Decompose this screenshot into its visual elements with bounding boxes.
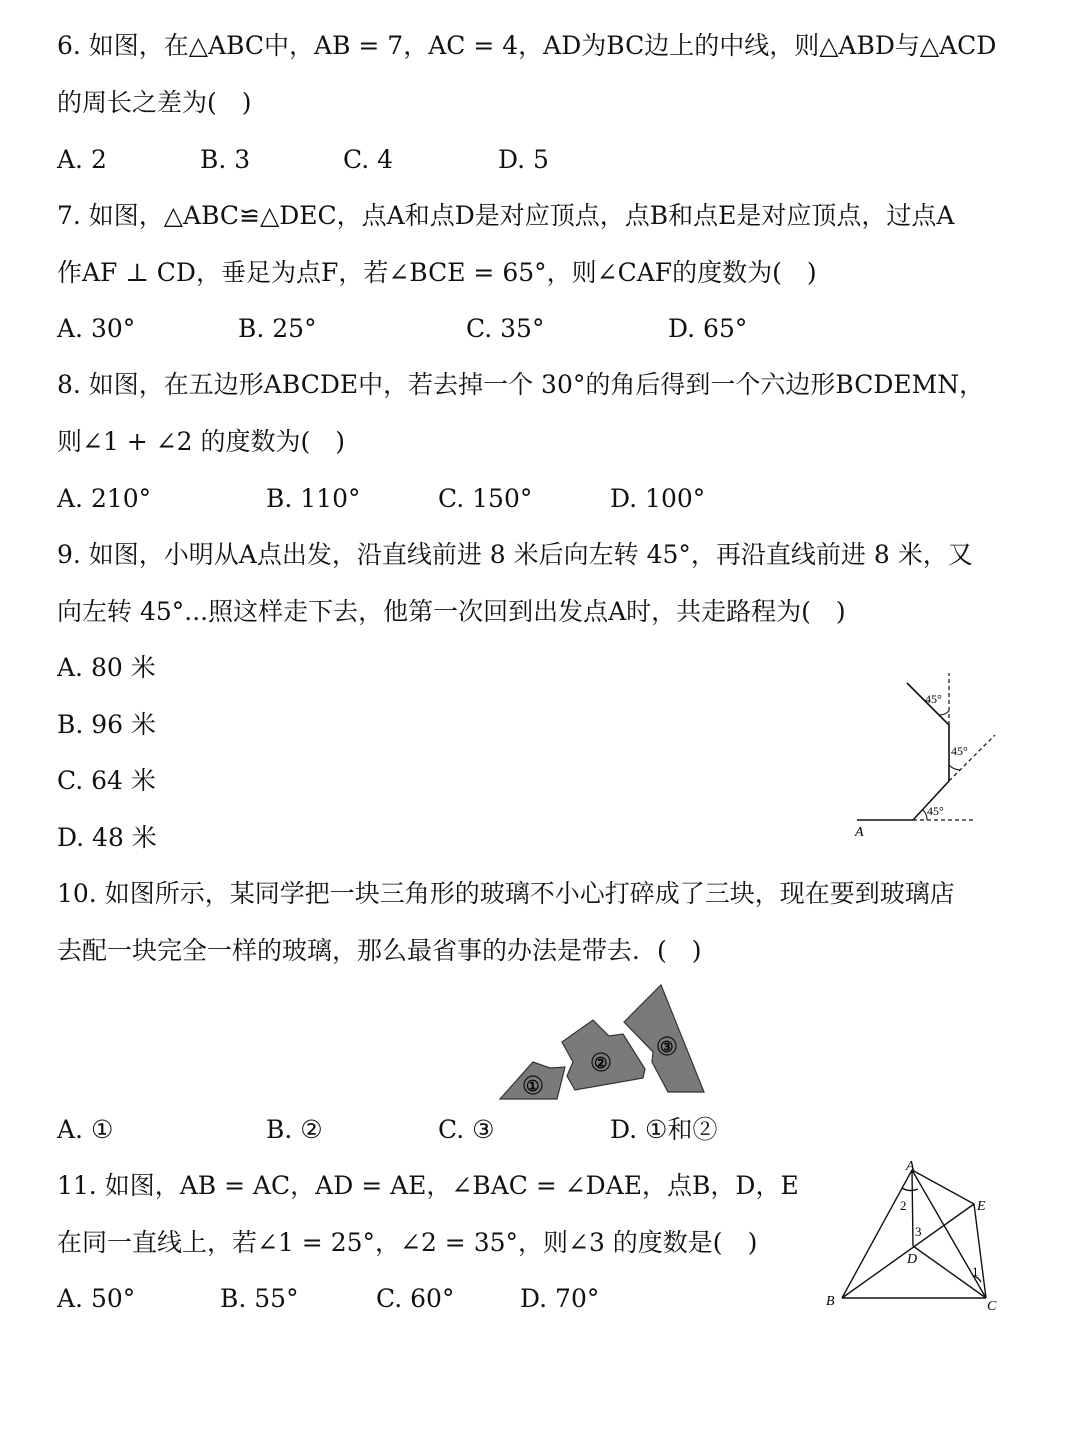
angle-3-label: 3 [915,1224,922,1239]
q10-option-d: D. ①和② [610,1115,718,1144]
q9-line-2: 向左转 45°...照这样走下去，他第一次回到出发点A时，共走路程为( ) [57,597,846,626]
q6-option-b: B. 3 [200,145,251,174]
q7-line-2: 作AF ⊥ CD，垂足为点F，若∠BCE = 65°，则∠CAF的度数为( ) [57,258,817,287]
angle-2-label: 2 [900,1198,907,1213]
walk-angle-label-2: 45° [951,744,968,758]
vertex-c-label: C [987,1299,997,1314]
q11-option-c: C. 60° [376,1284,455,1313]
q10-option-c: C. ③ [438,1115,495,1144]
q7-option-c: C. 35° [466,314,545,343]
q6-option-d: D. 5 [498,145,549,174]
q7-option-a: A. 30° [57,314,136,343]
vertex-a-label: A [906,1159,915,1174]
walk-angle-label-1: 45° [927,804,944,818]
walk-start-label: A [855,825,864,840]
q11-line-1: 11. 如图，AB = AC，AD = AE，∠BAC = ∠DAE，点B，D，E [57,1171,799,1200]
q6-line-1: 6. 如图，在△ABC中，AB = 7，AC = 4，AD为BC边上的中线，则△ABD与△ACD [57,31,997,60]
walk-figure [845,665,1005,845]
q11-line-2: 在同一直线上，若∠1 = 25°，∠2 = 35°，则∠3 的度数是( ) [57,1228,758,1257]
vertex-d-label: D [907,1252,918,1267]
q10-option-b: B. ② [266,1115,323,1144]
glass-piece-label-1: ① [526,1079,540,1095]
q9-option-c: C. 64 米 [57,766,156,795]
q10-line-1: 10. 如图所示，某同学把一块三角形的玻璃不小心打碎成了三块，现在要到玻璃店 [57,879,955,908]
walk-angle-label-3: 45° [925,692,942,706]
q6-option-a: A. 2 [57,145,107,174]
q9-option-d: D. 48 米 [57,823,157,852]
q8-option-c: C. 150° [438,484,533,513]
q7-line-1: 7. 如图，△ABC≌△DEC，点A和点D是对应顶点，点B和点E是对应顶点，过点A [57,201,955,230]
q8-option-b: B. 110° [266,484,361,513]
q10-option-a: A. ① [57,1115,114,1144]
q9-option-b: B. 96 米 [57,710,157,739]
q11-option-a: A. 50° [57,1284,136,1313]
glass-piece-label-2: ② [594,1056,608,1072]
q8-line-2: 则∠1 + ∠2 的度数为( ) [57,427,346,456]
q8-line-1: 8. 如图，在五边形ABCDE中，若去掉一个 30°的角后得到一个六边形BCDEMN， [57,370,985,399]
q8-option-d: D. 100° [610,484,706,513]
glass-pieces-figure [495,982,715,1102]
q11-option-d: D. 70° [520,1284,600,1313]
vertex-b-label: B [826,1294,835,1309]
triangle-figure [820,1158,1010,1318]
glass-piece-label-3: ③ [660,1040,674,1056]
q9-line-1: 9. 如图，小明从A点出发，沿直线前进 8 米后向左转 45°，再沿直线前进 8 米，又 [57,540,973,569]
q10-line-2: 去配一块完全一样的玻璃，那么最省事的办法是带去．( ) [57,936,702,965]
q9-option-a: A. 80 米 [57,653,156,682]
vertex-e-label: E [977,1199,986,1214]
q8-option-a: A. 210° [57,484,152,513]
q7-option-d: D. 65° [668,314,748,343]
q7-option-b: B. 25° [238,314,317,343]
q6-option-c: C. 4 [343,145,394,174]
q6-line-2: 的周长之差为( ) [57,88,252,117]
q11-option-b: B. 55° [220,1284,299,1313]
angle-1-label: 1 [972,1264,979,1279]
